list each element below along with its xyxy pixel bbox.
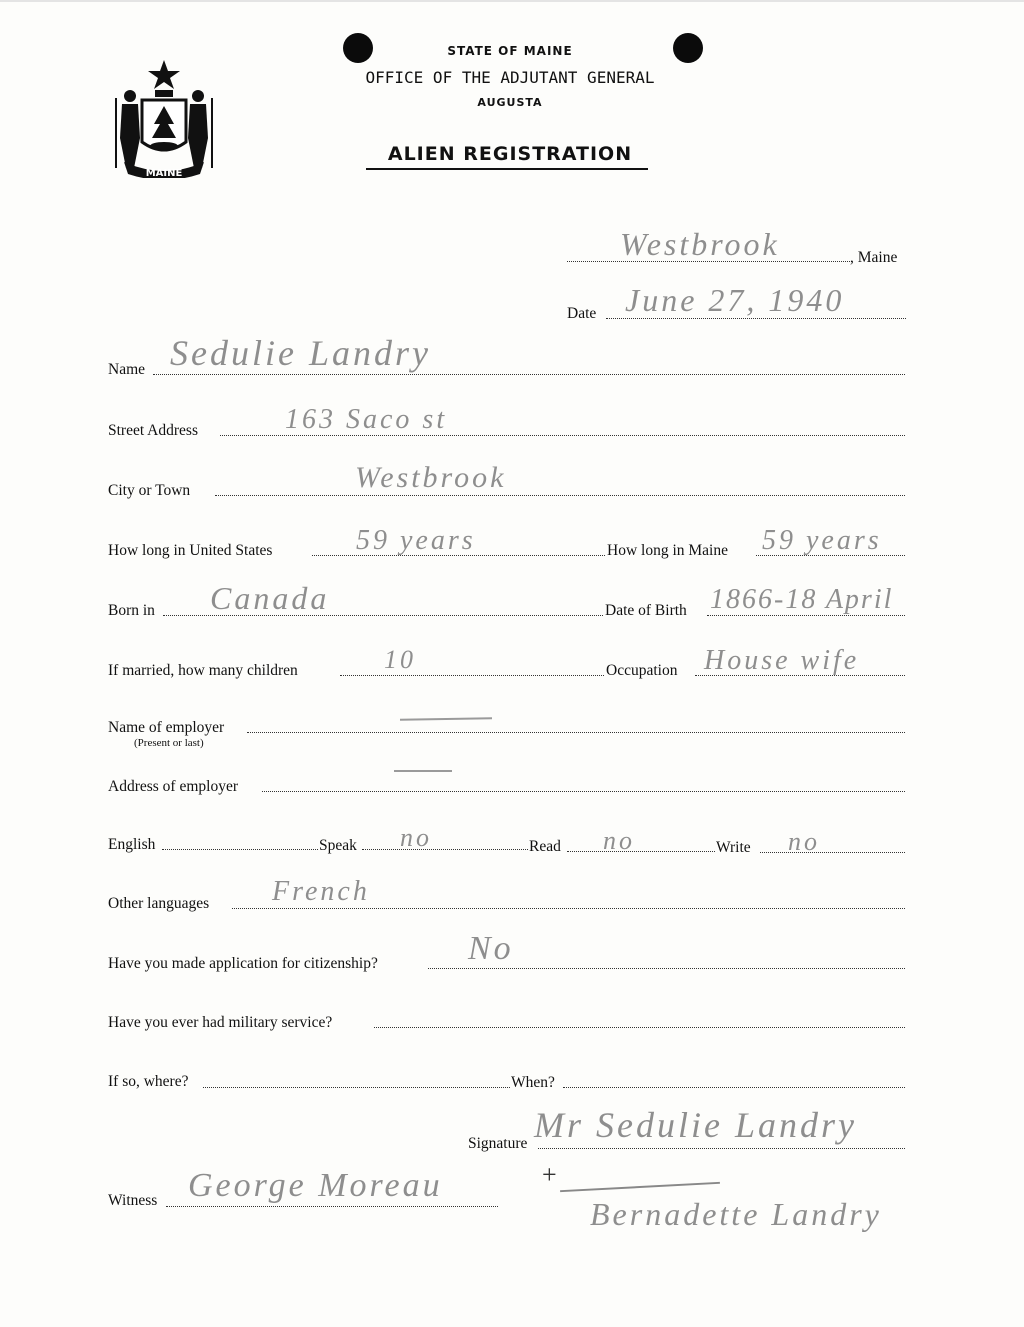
- title-underline: [366, 168, 648, 170]
- employer-address-label: Address of employer: [108, 778, 238, 795]
- other-languages-value: French: [272, 876, 370, 907]
- witness-label: Witness: [108, 1192, 158, 1209]
- military-line: [374, 1027, 905, 1028]
- children-value: 10: [384, 645, 416, 674]
- speak-label: Speak: [319, 837, 357, 854]
- second-witness-value: Bernadette Landry: [590, 1196, 882, 1232]
- employer-label: Name of employer: [108, 719, 225, 736]
- town-value: Westbrook: [620, 226, 780, 262]
- write-value: no: [788, 827, 820, 856]
- employer-address-line: [262, 791, 905, 792]
- state-heading: STATE OF MAINE: [447, 44, 573, 58]
- where-line: [203, 1087, 510, 1088]
- born-label: Born in: [108, 602, 155, 619]
- signature-line: [538, 1148, 905, 1149]
- signature-value: Mr Sedulie Landry: [534, 1105, 857, 1145]
- office-heading: OFFICE OF THE ADJUTANT GENERAL: [365, 68, 655, 87]
- where-label: If so, where?: [108, 1073, 189, 1090]
- name-label: Name: [108, 361, 146, 378]
- citizenship-line: [428, 968, 905, 969]
- occupation-value: House wife: [704, 645, 860, 676]
- city-heading: AUGUSTA: [477, 96, 543, 109]
- write-line: [760, 852, 905, 853]
- military-label: Have you ever had military service?: [108, 1014, 333, 1031]
- how-long-maine-label: How long in Maine: [607, 542, 728, 559]
- how-long-us-value: 59 years: [356, 525, 476, 556]
- how-long-us-label: How long in United States: [108, 542, 273, 559]
- signature-mark: +: [542, 1160, 560, 1189]
- speak-line: [362, 849, 528, 850]
- street-label: Street Address: [108, 422, 198, 439]
- state-of-maine-seal-icon: [108, 58, 220, 178]
- born-value: Canada: [210, 580, 330, 616]
- english-line: [162, 849, 318, 850]
- witness-value: George Moreau: [188, 1167, 443, 1204]
- speak-value: no: [400, 823, 432, 852]
- city-label: City or Town: [108, 482, 191, 499]
- other-languages-line: [232, 908, 905, 909]
- how-long-maine-value: 59 years: [762, 525, 882, 556]
- when-line: [563, 1087, 905, 1088]
- date-value: June 27, 1940: [625, 282, 845, 318]
- scan-edge: [0, 0, 1024, 2]
- write-label: Write: [716, 839, 751, 856]
- seal-text: MAINE: [145, 168, 183, 178]
- employer-line: [247, 732, 905, 733]
- english-label: English: [108, 836, 156, 853]
- employer-address-dash-mark: [394, 770, 452, 772]
- employer-dash-mark: [400, 717, 492, 720]
- city-value: Westbrook: [355, 461, 507, 494]
- occupation-label: Occupation: [606, 662, 678, 679]
- other-languages-label: Other languages: [108, 895, 210, 912]
- punch-hole-right: [673, 33, 703, 63]
- dob-label: Date of Birth: [605, 602, 687, 619]
- witness-line: [166, 1206, 498, 1207]
- citizenship-label: Have you made application for citizenship?: [108, 955, 378, 972]
- children-label: If married, how many children: [108, 662, 298, 679]
- name-line: [153, 374, 905, 375]
- street-value: 163 Saco st: [285, 404, 448, 435]
- read-value: no: [603, 826, 635, 855]
- read-line: [567, 851, 715, 852]
- citizenship-value: No: [468, 930, 514, 967]
- dob-value: 1866-18 April: [710, 584, 894, 615]
- date-label: Date: [567, 305, 597, 322]
- signature-label: Signature: [468, 1135, 528, 1152]
- maine-label: , Maine: [850, 249, 898, 266]
- when-label: When?: [511, 1074, 555, 1091]
- city-line: [215, 495, 905, 496]
- children-line: [340, 675, 604, 676]
- read-label: Read: [529, 838, 561, 855]
- strike-mark: [560, 1182, 720, 1192]
- name-value: Sedulie Landry: [170, 333, 431, 373]
- employer-sublabel: (Present or last): [134, 737, 204, 749]
- page-title: ALIEN REGISTRATION: [387, 143, 633, 165]
